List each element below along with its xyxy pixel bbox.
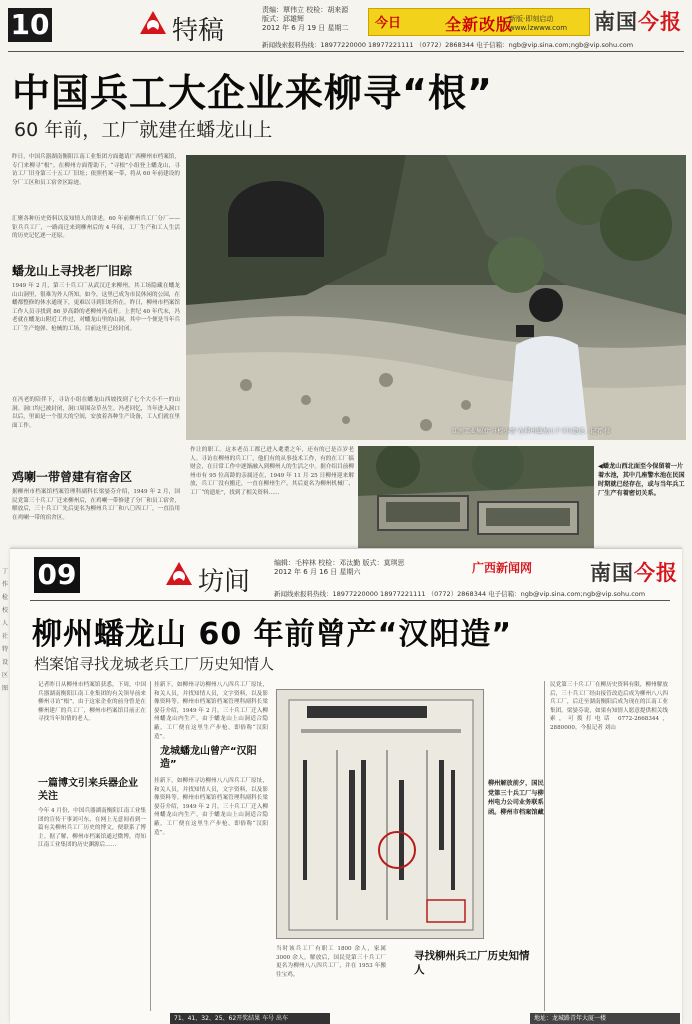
headline: 中国兵工大企业来柳寻“根” (12, 71, 493, 115)
contact-line: 新闻线索报料热线：18977220000 18977221111 （0772）2868344 电子信箱：ngb@vip.sina.com;ngb@vip.sohu.com (274, 590, 646, 598)
masthead-part1: 南国 (594, 9, 638, 34)
section-b-title: 龙城蟠龙山曾产“汉阳造” (160, 746, 257, 770)
footer-address: 地址：龙城路青年大厦一楼 (530, 1013, 680, 1024)
section1-body: 1949 年 2 月，第三十兵工厂从武汉迁来柳州，其工场隐藏在蟠龙山山洞里，很难为外人所知。如今，这里已成为市民休闲的公园，在蟠都整修的休水通现下，更难以寻到旧址所在。昨日，柳州市档案馆工作人员寻找到 86 岁高龄的老柳州冯贞杆。上世纪 40 年代末，冯老就在蟠龙山附近工作过，对蟠龙山里的山洞，其中一个便是当年兵工厂生产炮弹、枪械的工场，目前这里已经封闭。 (12, 283, 180, 332)
col1-body: 今年 4 月份，中国兵器湖南衡阳江南工业集团的宣传干事刘可东，在网上无意间看到一篇有关柳州兵工厂历史的博文，便联系了博主。据了解，柳州市档案馆通过微博，得知江南工业集团的历史渊源后…… (38, 808, 146, 849)
ad-left-text: 今日 (375, 16, 402, 31)
intro-paragraph: 昨日，中国兵器湖南衡阳江南工业集团方面邀请广西柳州市档案馆，专门来柳寻“根”。在柳州方面帮助下，“寻根”小组登上蟠龙山，寻访工厂旧身第三十五工厂旧址；依照档案一带，将从 60 年前建设的分厂工区和员工宿舍区踪迹。 (12, 154, 180, 186)
col3-body: 当时该兵工厂有职工 1800 余人，家属 3000 余人。解放后，国民党第三十兵工厂更名为柳州八八四兵工厂，并在 1953 年搬往宝鸡。 (276, 946, 386, 978)
subheadline: 档案馆寻找龙城老兵工厂历史知情人 (34, 655, 275, 673)
section1-body-2: 在冯老的陪伴下，寻访小组在蟠龙山西坡找到了七个大小不一的山洞。洞口均已被封闭，洞口周围杂草丛生。冯老回忆，当年进入洞口以后，里面是一个很大的空间，安放着各种生产设备，工人们就在里面工作。 (12, 397, 180, 429)
middle-column: 作让的职工。这本老员工都已进入耄耋之年，还有的已是百岁老人。寻访在柳州的兵工厂，他们有的从事技术工作，有的在工厂搞财会，在日常工作中逐渐融入到柳州人的生活之中。据介绍目前柳州市有 95 位高龄的亲属还在，1949 年 11 月 25 日柳州迎来解放，兵工厂没有搬迁，一直在柳州生产，其后更名为柳州机械厂、工厂“的遗址”，找到了相关资料…… (190, 447, 354, 496)
footer-lottery: 71、41、32、25、62开奖结果 车号 出车 (170, 1013, 330, 1024)
ad-url: 新版·即刻启动 www.lzwww.com (509, 15, 568, 32)
section-title: 坊间 (198, 567, 251, 597)
section2-body: 据柳州市档案馆档案管理科副科长梁晏芬介绍，1949 年 2 月，国民党第三十兵工厂迁来柳州后，在鸡喇一带修建了分厂和员工宿舍，解放后，三十兵工厂先后更名为柳州兵工厂和八〇四工厂，一直沿用在鸡喇一带的宿舍区。 (12, 489, 180, 521)
column-rule (150, 681, 151, 1011)
cave-hill-photo-icon (186, 155, 686, 440)
intro-paragraph-2: 汇聚各种历史资料以及知情人的讲述，60 年前柳州兵工厂分厂——钜兵兵工厂，一路商迁来到柳州后的 4 年间，工厂生产和工人生活的历史记忆逐一还原。 (12, 216, 180, 240)
date-line: 2012 年 6 月 19 日 星期二 (262, 24, 349, 32)
masthead-part2: 今报 (638, 9, 682, 34)
headline: 柳州蟠龙山 60 年前曾产“汉阳造” (32, 617, 513, 652)
header-rule (30, 600, 670, 601)
masthead (594, 6, 682, 36)
col4-body: 民党第三十兵工厂在柳历史资料有限，柳州解放后，三十兵工厂经由接管改造后成为柳州八八四兵工厂，后迁至湖南衡阳后成为现在的江南工业集团。梁晏芬说，如果有知情人愿意提供相关线索，可拨打电话 0772-2668344，2880000。今报记者 刘山 (550, 682, 668, 731)
newspaper-logo-icon (136, 8, 170, 38)
archive-document-image (276, 689, 484, 939)
date-line: 2012 年 6 月 16 日 星期六 (274, 568, 361, 576)
section-a-title: 一篇博文引来兵器企业关注 (38, 778, 138, 802)
section-title: 特稿 (172, 16, 225, 46)
section1-title: 蟠龙山上寻找老厂旧踪 (12, 264, 133, 278)
masthead-part1: 南国 (590, 560, 634, 585)
photo1-caption: 江南工业集团“寻根小组”在柳州蟠龙山下寻访遗迹。记者 摄 (452, 428, 611, 435)
subheadline: 60 年前，工厂就建在蟠龙山上 (14, 119, 273, 141)
partner-logo: 广西新闻网 (472, 561, 533, 575)
left-margin-text: 丁作检校人 社 特设区图 (2, 568, 9, 692)
masthead-part2: 今报 (634, 560, 678, 585)
contact-line: 新闻线索报料热线：18977220000 18977221111 （0772）2868344 电子信箱：ngb@vip.sina.com;ngb@vip.sohu.com (262, 41, 634, 49)
newspaper-logo-icon (162, 559, 196, 589)
page-number: 10 (8, 8, 52, 42)
advertisement-banner (368, 8, 590, 36)
photo2-caption: ◀蟠龙山西北面至今保留着一片着水池，其中几座警水池在民国时期就已经存在，或与当年兵工厂生产有着密切关系。 (598, 463, 685, 497)
main-photo (186, 155, 686, 440)
col1-intro: 记者昨日从柳州市档案馆获悉，下周，中国兵器湖南衡阳江南工业集团的有关领导前来柳州寻访“根”，由于这家企业的前身曾是在柳州建厂的兵工厂，柳州市档案馆目前正在寻找当年知情的老人。 (38, 682, 146, 723)
document-photo-icon (277, 690, 484, 939)
water-tank-photo-icon (358, 446, 594, 550)
editor-info (274, 559, 454, 577)
column-rule (544, 681, 545, 1011)
bottom-newspaper-page (10, 548, 682, 1024)
masthead (590, 557, 678, 587)
secondary-photo (358, 446, 594, 550)
page-number: 09 (34, 557, 80, 593)
document-caption: 柳州解放前夕，国民党第三十兵工厂与柳州电力公司业务联系函。柳州市档案馆藏 (488, 780, 544, 816)
section-c-title: 寻找柳州兵工厂历史知情人 (414, 950, 530, 976)
header-rule (8, 51, 684, 52)
col2-top: 挂新下，如柳州寻访柳州八八四兵工厂原址，和关人员，并找知情人员，文字资料，以及影像资料等。柳州市档案馆档案管理科副科长梁晏芬介绍，1949 年 2 月，三十兵工厂迁入柳州蟠龙山内生产，由于蟠龙山上山洞适合隐蔽，工厂便在这里生产步枪，即俗称“汉阳造”。 (154, 682, 268, 740)
editor-info (262, 6, 366, 33)
ad-brand: 全新改版 (445, 15, 514, 34)
col2-body: 挂新下，如柳州寻访柳州八八四兵工厂原址，和关人员，并找知情人员，文字资料，以及影像资料等。柳州市档案馆档案管理科副科长梁晏芬介绍，1949 年 2 月，三十兵工厂迁入柳州蟠龙山内生产，由于蟠龙山上山洞适合隐蔽，工厂便在这里生产步枪，即俗称“汉阳造”。 (154, 778, 268, 836)
editor-line: 责编：覃伟立 校检：胡来源 (262, 6, 349, 14)
layout-line: 版式：邱雄辉 (262, 15, 304, 23)
section2-title: 鸡喇一带曾建有宿舍区 (12, 470, 133, 484)
editor-line: 编辑：毛梓林 校检：邓汰勤 版式：莫琪思 (274, 559, 405, 567)
